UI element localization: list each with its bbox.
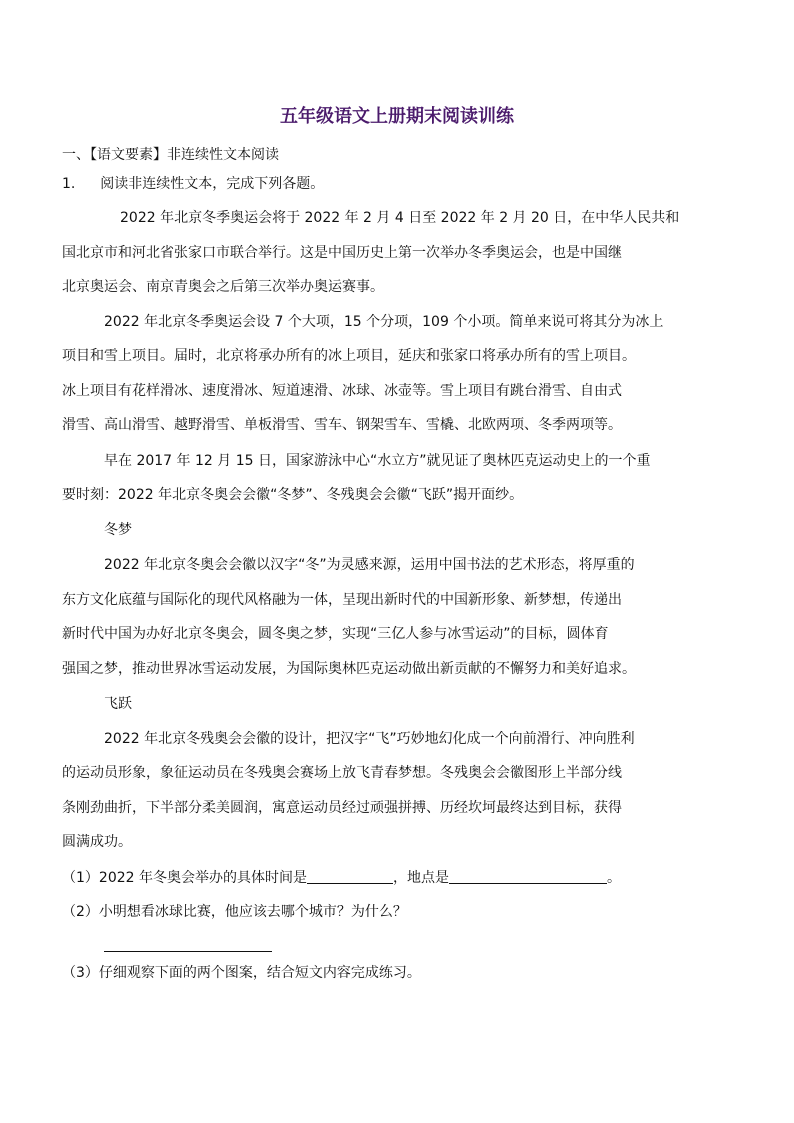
passage-p2-line: 冰上项目有花样滑冰、速度滑冰、短道速滑、冰球、冰壶等。雪上项目有跳台滑雪、自由式 <box>62 383 622 399</box>
answer-blank-time[interactable] <box>307 869 393 884</box>
passage-p5-line: 圆满成功。 <box>62 834 132 850</box>
subquestion-2: （2）小明想看冰球比赛，他应该去哪个城市？为什么？ <box>62 904 407 920</box>
passage-p5-line: 条刚劲曲折，下半部分柔美圆润，寓意运动员经过顽强拼搏、历经坎坷最终达到目标，获得 <box>62 800 622 816</box>
answer-line-q2[interactable] <box>104 951 272 952</box>
question-number: 1. <box>62 176 76 192</box>
passage-p1-line: 国北京市和河北省张家口市联合举行。这是中国历史上第一次举办冬季奥运会，也是中国继 <box>62 245 622 261</box>
question-1-instruction <box>62 174 324 194</box>
instruction-text: 阅读非连续性文本，完成下列各题。 <box>100 176 325 192</box>
passage-p2-line: 2022 年北京冬季奥运会设 7 个大项，15 个分项，109 个小项。简单来说可将其分为冰上 <box>104 314 664 330</box>
q1-text-a: （1）2022 年冬奥会举办的具体时间是 <box>62 870 307 886</box>
subquestion-1 <box>62 868 621 888</box>
passage-p2-line: 项目和雪上项目。届时，北京将承办所有的冰上项目，延庆和张家口将承办所有的雪上项目。 <box>62 348 636 364</box>
subheading-feiyue: 飞跃 <box>104 696 132 712</box>
page-title: 五年级语文上册期末阅读训练 <box>280 106 514 127</box>
passage-p3-line: 要时刻：2022 年北京冬奥会会徽“冬梦”、冬残奥会会徽“飞跃”揭开面纱。 <box>62 487 524 503</box>
passage-p4-line: 强国之梦，推动世界冰雪运动发展，为国际奥林匹克运动做出新贡献的不懈努力和美好追求。 <box>62 661 636 677</box>
passage-p1-line: 北京奥运会、南京青奥会之后第三次举办奥运赛事。 <box>62 279 384 295</box>
passage-p2-line: 滑雪、高山滑雪、越野滑雪、单板滑雪、雪车、钢架雪车、雪橇、北欧两项、冬季两项等。 <box>62 417 622 433</box>
subheading-dongmeng: 冬梦 <box>104 522 132 538</box>
passage-p5-line: 的运动员形象，象征运动员在冬残奥会赛场上放飞青春梦想。冬残奥会会徽图形上半部分线 <box>62 765 622 781</box>
q1-text-c: 。 <box>607 870 621 886</box>
answer-blank-place[interactable] <box>449 869 607 884</box>
passage-p1-line: 2022 年北京冬季奥运会将于 2022 年 2 月 4 日至 2022 年 2 月 20 日，在中华人民共和 <box>120 210 680 226</box>
q1-text-b: ，地点是 <box>393 870 449 886</box>
passage-p3-line: 早在 2017 年 12 月 15 日，国家游泳中心“水立方”就见证了奥林匹克运动史上的一个重 <box>104 453 651 469</box>
section-heading: 一、【语文要素】非连续性文本阅读 <box>62 147 279 163</box>
subquestion-3: （3）仔细观察下面的两个图案，结合短文内容完成练习。 <box>62 965 421 981</box>
passage-p5-line: 2022 年北京冬残奥会会徽的设计，把汉字“飞”巧妙地幻化成一个向前滑行、冲向胜利 <box>104 731 635 747</box>
passage-p4-line: 东方文化底蕴与国际化的现代风格融为一体，呈现出新时代的中国新形象、新梦想，传递出 <box>62 592 622 608</box>
passage-p4-line: 2022 年北京冬奥会会徽以汉字“冬”为灵感来源，运用中国书法的艺术形态，将厚重的 <box>104 557 635 573</box>
passage-p4-line: 新时代中国为办好北京冬奥会，圆冬奥之梦，实现“三亿人参与冰雪运动”的目标，圆体育 <box>62 626 609 642</box>
